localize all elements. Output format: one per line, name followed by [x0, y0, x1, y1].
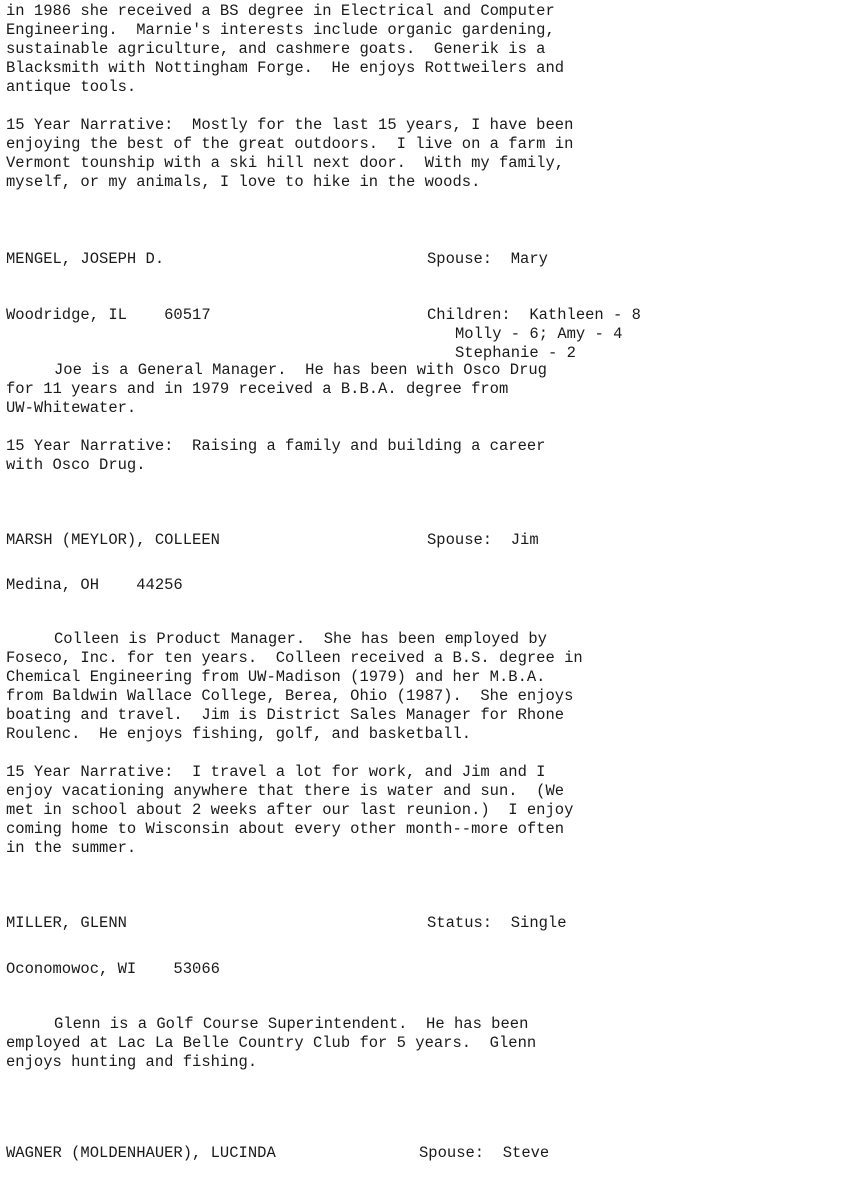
entry-bio-miller: enjoys hunting and fishing.	[6, 1053, 258, 1071]
entry-bio-marsh: Roulenc. He enjoys fishing, golf, and basketball.	[6, 725, 472, 743]
entry-narrative-marsh: 15 Year Narrative: I travel a lot for work, and Jim and I	[6, 763, 546, 781]
entry-bio-marsh: boating and travel. Jim is District Sales Manager for Rhone	[6, 706, 565, 724]
entry-name-marsh: MARSH (MEYLOR), COLLEEN	[6, 531, 220, 549]
entry-status-miller: Status: Single	[427, 914, 567, 932]
intro-narrative-line: Vermont tounship with a ski hill next door. With my family,	[6, 154, 565, 172]
entry-bio-mengel: for 11 years and in 1979 received a B.B.A. degree from	[6, 380, 509, 398]
intro-line: sustainable agriculture, and cashmere goats. Generik is a	[6, 40, 546, 58]
entry-spouse-marsh: Spouse: Jim	[427, 531, 539, 549]
entry-bio-mengel: UW-Whitewater.	[6, 399, 137, 417]
entry-name-wagner: WAGNER (MOLDENHAUER), LUCINDA	[6, 1144, 276, 1162]
entry-city-marsh: Medina, OH 44256	[6, 576, 183, 594]
entry-bio-marsh: from Baldwin Wallace College, Berea, Ohio (1987). She enjoys	[6, 687, 574, 705]
entry-children-mengel: Children: Kathleen - 8	[427, 306, 641, 324]
entry-narrative-marsh: in the summer.	[6, 839, 137, 857]
entry-children-mengel: Molly - 6; Amy - 4	[455, 325, 623, 343]
entry-bio-miller: Glenn is a Golf Course Superintendent. He has been	[54, 1015, 529, 1033]
entry-children-mengel: Stephanie - 2	[455, 344, 576, 362]
entry-bio-marsh: Colleen is Product Manager. She has been employed by	[54, 630, 547, 648]
entry-narrative-mengel: 15 Year Narrative: Raising a family and building a career	[6, 437, 546, 455]
intro-narrative-line: 15 Year Narrative: Mostly for the last 15 years, I have been	[6, 116, 574, 134]
entry-narrative-mengel: with Osco Drug.	[6, 456, 146, 474]
intro-line: Engineering. Marnie's interests include organic gardening,	[6, 21, 555, 39]
entry-bio-miller: employed at Lac La Belle Country Club for 5 years. Glenn	[6, 1034, 537, 1052]
intro-narrative-line: myself, or my animals, I love to hike in the woods.	[6, 173, 481, 191]
entry-city-mengel: Woodridge, IL 60517	[6, 306, 211, 324]
entry-spouse-wagner: Spouse: Steve	[419, 1144, 550, 1162]
entry-narrative-marsh: met in school about 2 weeks after our last reunion.) I enjoy	[6, 801, 574, 819]
entry-spouse-mengel: Spouse: Mary	[427, 250, 548, 268]
intro-line: Blacksmith with Nottingham Forge. He enjoys Rottweilers and	[6, 59, 565, 77]
intro-line: in 1986 she received a BS degree in Electrical and Computer	[6, 2, 555, 20]
entry-name-mengel: MENGEL, JOSEPH D.	[6, 250, 165, 268]
entry-city-miller: Oconomowoc, WI 53066	[6, 960, 220, 978]
entry-bio-marsh: Foseco, Inc. for ten years. Colleen received a B.S. degree in	[6, 649, 583, 667]
entry-narrative-marsh: coming home to Wisconsin about every other month--more often	[6, 820, 565, 838]
entry-narrative-marsh: enjoy vacationing anywhere that there is water and sun. (We	[6, 782, 565, 800]
entry-bio-marsh: Chemical Engineering from UW-Madison (1979) and her M.B.A.	[6, 668, 546, 686]
entry-name-miller: MILLER, GLENN	[6, 914, 127, 932]
entry-bio-mengel: Joe is a General Manager. He has been with Osco Drug	[54, 361, 547, 379]
intro-line: antique tools.	[6, 78, 137, 96]
intro-narrative-line: enjoying the best of the great outdoors. I live on a farm in	[6, 135, 574, 153]
